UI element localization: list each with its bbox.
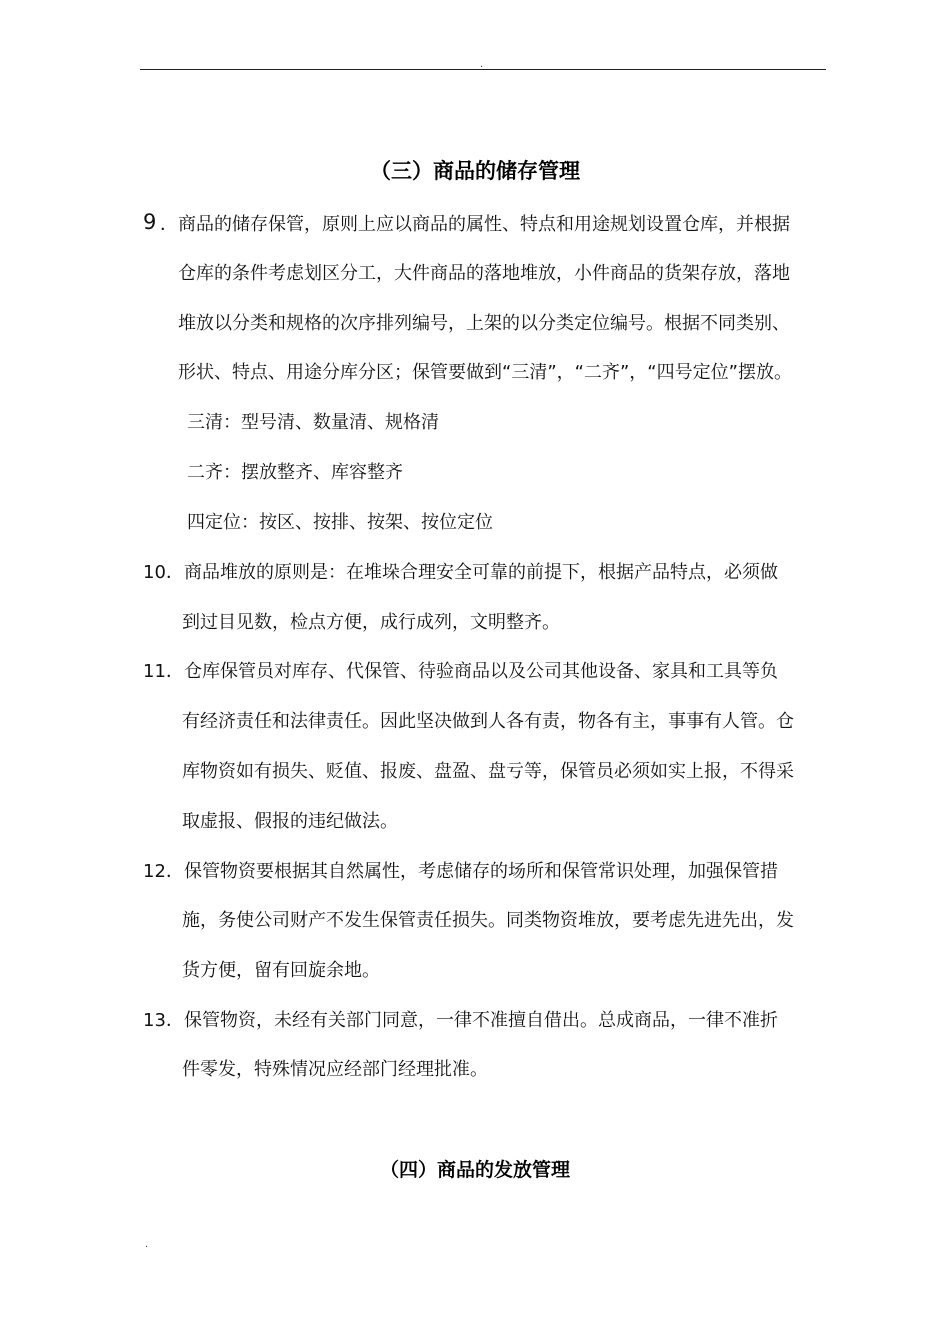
item-13-line-2: 件零发，特殊情况应经部门经理批准。 — [182, 1059, 488, 1080]
item-12-line-1: ．保管物资要根据其自然属性，考虑储存的场所和保管常识处理，加强保管措 — [166, 861, 778, 882]
item-13-line-1: ．保管物资，未经有关部门同意，一律不准擅自借出。总成商品，一律不准折 — [166, 1010, 778, 1031]
item-number-10: 10 — [143, 562, 166, 583]
item-10-line-1: ．商品堆放的原则是：在堆垛合理安全可靠的前提下，根据产品特点，必须做 — [166, 562, 778, 583]
subline-sanqing: 三清：型号清、数量清、规格清 — [187, 412, 439, 433]
item-12-line-3: 货方便，留有回旋余地。 — [182, 960, 380, 981]
header-rule — [140, 69, 826, 70]
footer-mark: . — [145, 1239, 149, 1250]
item-11-line-4: 取虚报、假报的违纪做法。 — [182, 811, 398, 832]
item-11-line-2: 有经济责任和法律责任。因此坚决做到人各有责，物各有主，事事有人管。仓 — [182, 711, 794, 732]
item-number-9: 9 — [143, 210, 157, 234]
item-number-12: 12 — [143, 861, 166, 882]
section-title-storage: （三）商品的储存管理 — [370, 159, 580, 183]
header-mark: . — [480, 59, 484, 70]
item-9-line-2: 仓库的条件考虑划区分工，大件商品的落地堆放，小件商品的货架存放，落地 — [178, 263, 790, 284]
item-9-line-3: 堆放以分类和规格的次序排列编号，上架的以分类定位编号。根据不同类别、 — [178, 313, 790, 334]
item-number-13: 13 — [143, 1010, 166, 1031]
item-number-11: 11 — [143, 661, 166, 682]
subline-sidingwei: 四定位：按区、按排、按架、按位定位 — [187, 512, 493, 533]
item-11-line-3: 库物资如有损失、贬值、报废、盘盈、盘亏等，保管员必须如实上报，不得采 — [182, 761, 794, 782]
subline-erqi: 二齐：摆放整齐、库容整齐 — [187, 462, 403, 483]
item-11-line-1: ．仓库保管员对库存、代保管、待验商品以及公司其他设备、家具和工具等负 — [166, 661, 778, 682]
item-9-line-1: ．商品的储存保管，原则上应以商品的属性、特点和用途规划设置仓库，并根据 — [160, 214, 790, 235]
section-title-distribution: （四）商品的发放管理 — [379, 1159, 570, 1181]
item-9-line-4: 形状、特点、用途分库分区；保管要做到“三清”，“二齐”，“四号定位”摆放。 — [178, 362, 792, 383]
item-12-line-2: 施，务使公司财产不发生保管责任损失。同类物资堆放，要考虑先进先出，发 — [182, 910, 794, 931]
item-10-line-2: 到过目见数，检点方便，成行成列，文明整齐。 — [182, 612, 560, 633]
